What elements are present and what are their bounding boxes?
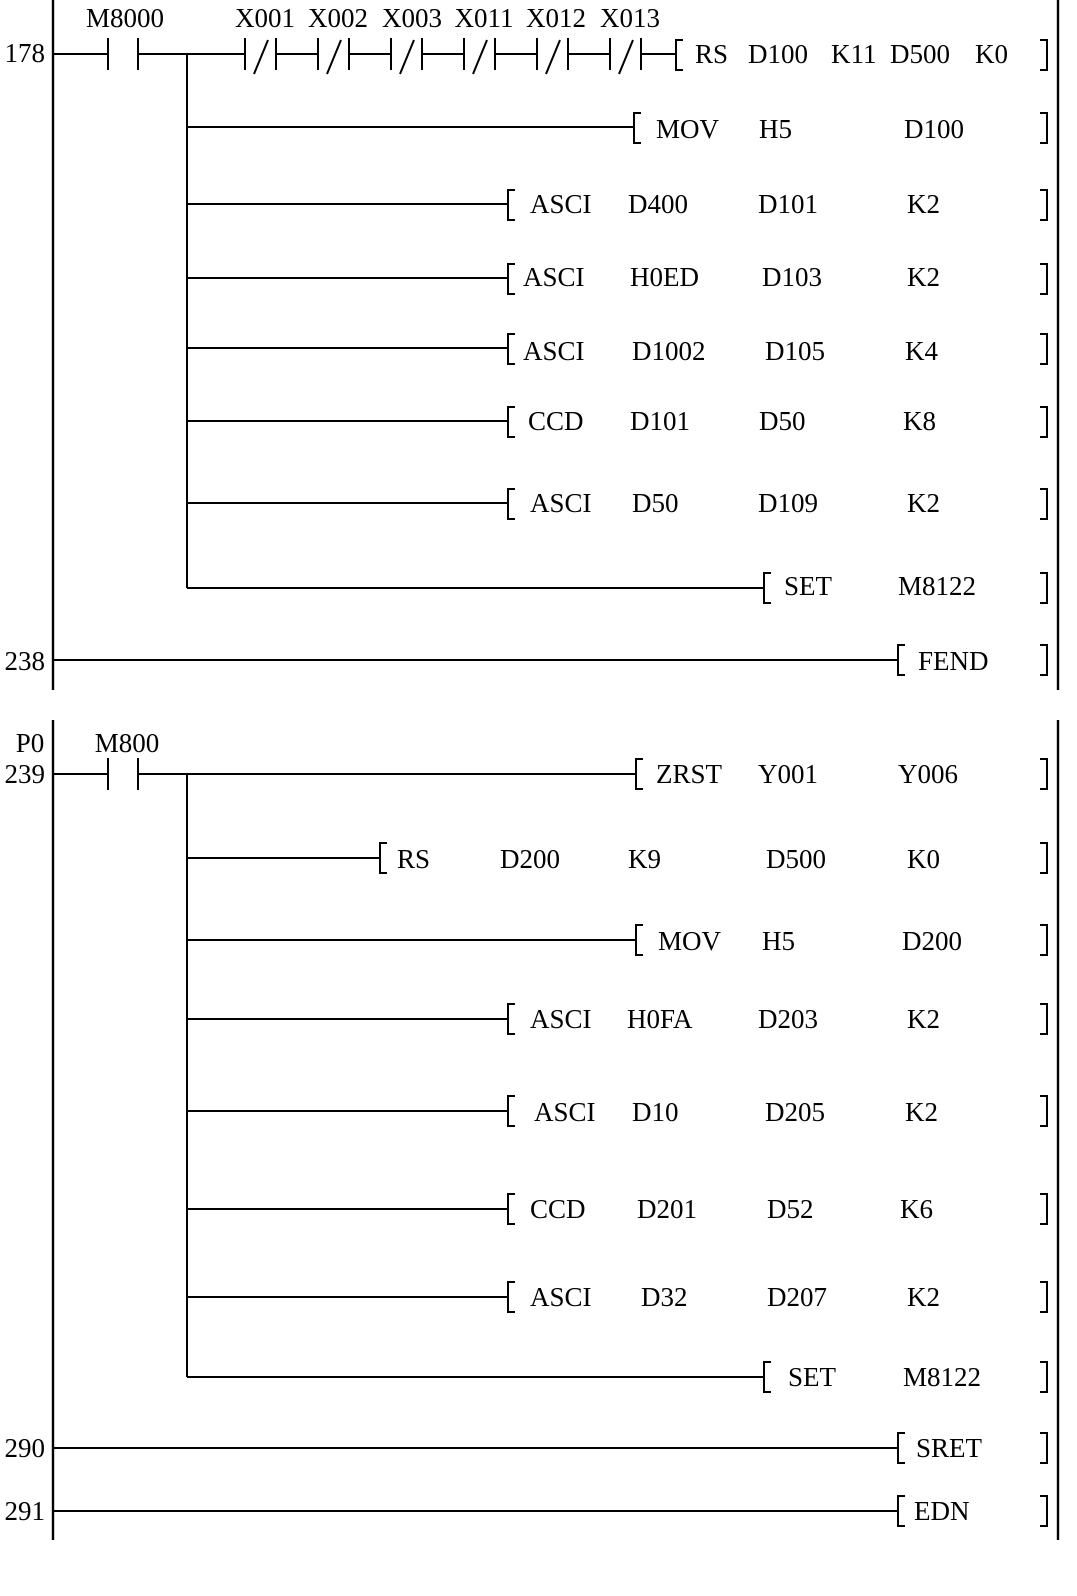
operand: K4	[905, 336, 938, 366]
operand: D50	[632, 488, 679, 518]
instruction-zrst	[636, 759, 1047, 789]
contact-x012	[526, 3, 586, 74]
instruction-mov	[636, 925, 1047, 956]
operand: D203	[758, 1004, 818, 1034]
instruction-edn	[898, 1496, 1047, 1526]
operand: D207	[767, 1282, 827, 1312]
operand: M8122	[903, 1362, 982, 1392]
operand: D101	[630, 406, 690, 436]
instruction-rs	[380, 843, 1047, 874]
instruction-set	[764, 571, 1047, 603]
opcode: MOV	[658, 926, 722, 956]
step-number: 238	[4, 646, 45, 676]
opcode: ASCI	[530, 488, 592, 518]
operand: Y001	[758, 759, 818, 789]
operand: D200	[500, 844, 560, 874]
step-number: 290	[4, 1433, 45, 1463]
operand: M8122	[898, 571, 977, 601]
contact-label: M800	[94, 728, 160, 758]
opcode: ASCI	[530, 1282, 592, 1312]
opcode: RS	[397, 844, 431, 874]
operand: D100	[748, 39, 808, 69]
opcode: ZRST	[656, 759, 723, 789]
operand: D100	[904, 114, 964, 144]
operand: K0	[907, 844, 940, 874]
operand: K9	[628, 844, 661, 874]
instruction-sret	[898, 1433, 1047, 1463]
instruction-fend	[898, 645, 1047, 676]
contact-label: X011	[454, 3, 514, 33]
contact-x011	[455, 3, 514, 74]
opcode: ASCI	[523, 336, 585, 366]
instruction-asci	[508, 1004, 1047, 1034]
instruction-asci	[508, 189, 1047, 220]
operand: D103	[762, 262, 822, 292]
rung-239	[5, 728, 1048, 1392]
contact-m800	[53, 728, 159, 790]
contact-label: X001	[235, 3, 295, 33]
operand: D400	[628, 189, 688, 219]
opcode: SRET	[916, 1433, 983, 1463]
rung-291	[5, 1496, 1048, 1526]
instruction-set	[764, 1362, 1047, 1392]
contact-x002	[308, 3, 368, 74]
contact-x003	[382, 3, 442, 74]
operand: K0	[975, 39, 1008, 69]
operand: K2	[907, 1282, 940, 1312]
step-number: 178	[4, 38, 45, 68]
operand: D105	[765, 336, 825, 366]
opcode: ASCI	[530, 1004, 592, 1034]
operand: D205	[765, 1097, 825, 1127]
pointer-label: P0	[15, 728, 45, 758]
instruction-mov	[634, 113, 1047, 144]
operand: D200	[902, 926, 962, 956]
opcode: ASCI	[523, 262, 585, 292]
contact-label: X002	[308, 3, 368, 33]
opcode: MOV	[656, 114, 720, 144]
operand: D201	[637, 1194, 697, 1224]
opcode: ASCI	[530, 189, 592, 219]
contact-m8000	[53, 3, 164, 70]
operand: K2	[907, 262, 940, 292]
instruction-rs	[676, 39, 1047, 70]
instruction-ccd	[508, 1194, 1047, 1224]
opcode: CCD	[530, 1194, 586, 1224]
operand: D32	[641, 1282, 688, 1312]
step-number: 239	[4, 759, 45, 789]
operand: H0FA	[627, 1004, 693, 1034]
opcode: SET	[788, 1362, 837, 1392]
operand: K2	[905, 1097, 938, 1127]
operand: D50	[759, 406, 806, 436]
rung-178	[5, 3, 1048, 603]
operand: D500	[766, 844, 826, 874]
opcode: EDN	[914, 1496, 970, 1526]
operand: D109	[758, 488, 818, 518]
operand: D52	[767, 1194, 814, 1224]
opcode: FEND	[918, 646, 989, 676]
rung-290	[5, 1433, 1048, 1463]
instruction-asci	[508, 1096, 1047, 1127]
operand: Y006	[898, 759, 958, 789]
opcode: RS	[695, 39, 729, 69]
contact-label: X013	[600, 3, 660, 33]
operand: K8	[903, 406, 936, 436]
operand: H5	[762, 926, 795, 956]
contact-x013	[600, 3, 660, 74]
operand: K2	[907, 189, 940, 219]
operand: K11	[831, 39, 877, 69]
operand: D1002	[632, 336, 706, 366]
opcode: SET	[784, 571, 833, 601]
step-number: 291	[4, 1496, 45, 1526]
instruction-asci	[508, 262, 1047, 294]
operand: H0ED	[630, 262, 699, 292]
instruction-asci	[508, 1282, 1047, 1312]
contact-label: X003	[382, 3, 442, 33]
instruction-asci	[508, 334, 1047, 366]
contact-label: M8000	[85, 3, 165, 33]
ladder-block-2	[5, 720, 1059, 1540]
operand: K2	[907, 488, 940, 518]
rung-238	[5, 645, 1048, 676]
opcode: CCD	[528, 406, 584, 436]
contact-label: X012	[526, 3, 586, 33]
operand: D10	[632, 1097, 679, 1127]
operand: H5	[759, 114, 792, 144]
operand: K6	[900, 1194, 933, 1224]
instruction-ccd	[508, 406, 1047, 437]
operand: D500	[890, 39, 950, 69]
ladder-block-1	[5, 0, 1059, 690]
contact-x001	[235, 3, 295, 74]
instruction-asci	[508, 488, 1047, 519]
opcode: ASCI	[534, 1097, 596, 1127]
operand: D101	[758, 189, 818, 219]
operand: K2	[907, 1004, 940, 1034]
